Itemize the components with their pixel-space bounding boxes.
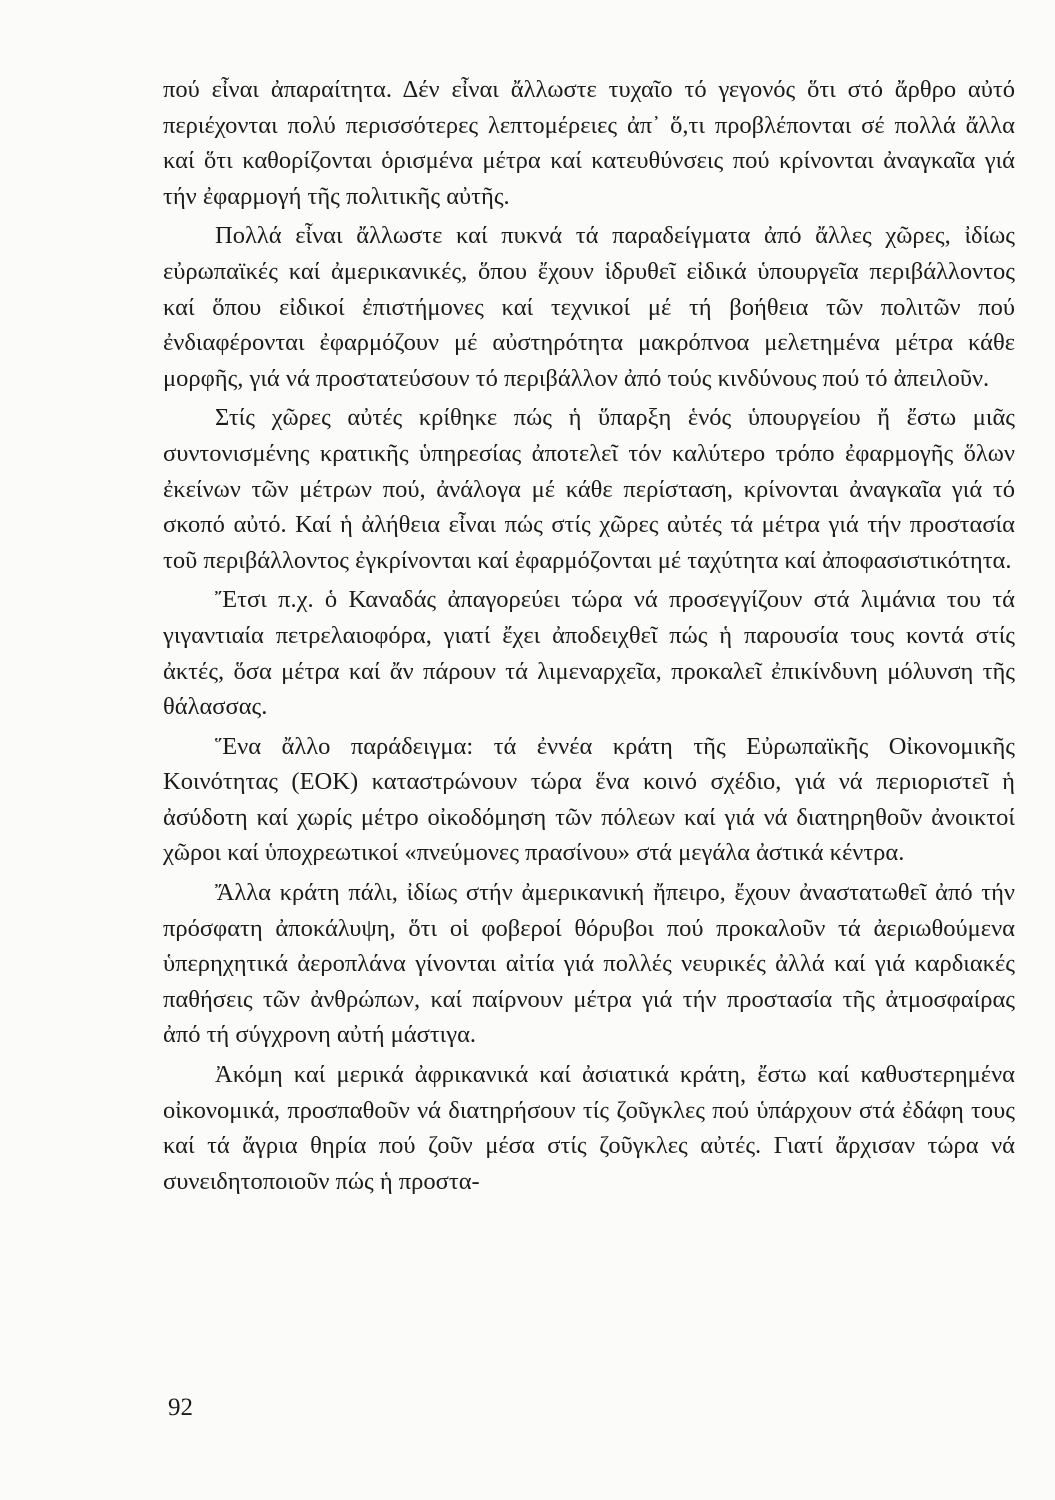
paragraph-1: πού εἶναι ἀπαραίτητα. Δέν εἶναι ἄλλωστε τυχαῖο τό γεγονός ὅτι στό ἄρθρο αὐτό περιέχονται πολύ περισσότερες λεπτομέρειες ἀπ᾿ ὅ,τι προβλέπονται σέ πολλά ἄλλα καί ὅτι καθορίζονται ὁρισμένα μέτρα καί κατευθύνσεις πού κρίνονται ἀναγκαῖα γιά τήν ἐφαρμογή τῆς πολιτικῆς αὐτῆς. <box>163 76 1015 210</box>
paragraph-2: Πολλά εἶναι ἄλλωστε καί πυκνά τά παραδείγματα ἀπό ἄλλες χῶρες, ἰδίως εὐρωπαϊκές καί ἀμερικανικές, ὅπου ἔχουν ἱδρυθεῖ εἰδικά ὑπουργεῖα περιβάλλοντος καί ὅπου εἰδικοί ἐπιστήμονες καί τεχνικοί μέ τή βοήθεια τῶν πολιτῶν πού ἐνδιαφέρονται ἐφαρμόζουν μέ αὐστηρότητα μακρόπνοα μελετημένα μέτρα κάθε μορφῆς, γιά νά προστατεύσουν τό περιβάλλον ἀπό τούς κινδύνους πού τό ἀπειλοῦν. <box>163 222 1015 392</box>
paragraph-5: Ἕνα ἄλλο παράδειγμα: τά ἐννέα κράτη τῆς Εὐρωπαϊκῆς Οἰκονομικῆς Κοινότητας (ΕΟΚ) καταστρώνουν τώρα ἕνα κοινό σχέδιο, γιά νά περιοριστεῖ ἡ ἀσύδοτη καί χωρίς μέτρο οἰκοδόμηση τῶν πόλεων καί γιά νά διατηρηθοῦν ἀνοικτοί χῶροι καί ὑποχρεωτικοί «πνεύμονες πρασίνου» στά μεγάλα ἀστικά κέντρα. <box>163 732 1015 867</box>
paragraph-6: Ἄλλα κράτη πάλι, ἰδίως στήν ἀμερικανική ἤπειρο, ἔχουν ἀναστατωθεῖ ἀπό τήν πρόσφατη ἀποκάλυψη, ὅτι οἱ φοβεροί θόρυβοι πού προκαλοῦν τά ἀεριωθούμενα ὑπερηχητικά ἀεροπλάνα γίνονται αἰτία γιά πολλές νευρικές ἀλλά καί γιά καρδιακές παθήσεις τῶν ἀνθρώπων, καί παίρνουν μέτρα γιά τήν προστασία τῆς ἀτμοσφαίρας ἀπό τή σύγχρονη αὐτή μάστιγα. <box>163 879 1015 1049</box>
paragraph-7: Ἀκόμη καί μερικά ἀφρικανικά καί ἀσιατικά κράτη, ἔστω καί καθυστερημένα οἰκονομικά, προσπαθοῦν νά διατηρήσουν τίς ζοῦγκλες πού ὑπάρχουν στά ἐδάφη τους καί τά ἄγρια θηρία πού ζοῦν μέσα στίς ζοῦγκλες αὐτές. Γιατί ἄρχισαν τώρα νά συνειδητοποιοῦν πώς ἡ προστα- <box>163 1061 1015 1195</box>
paragraph-3: Στίς χῶρες αὐτές κρίθηκε πώς ἡ ὕπαρξη ἑνός ὑπουργείου ἤ ἔστω μιᾶς συντονισμένης κρατικῆς ὑπηρεσίας ἀποτελεῖ τόν καλύτερο τρόπο ἐφαρμογῆς ὅλων ἐκείνων τῶν μέτρων πού, ἀνάλογα μέ κάθε περίσταση, κρίνονται ἀναγκαῖα γιά τό σκοπό αὐτό. Καί ἡ ἀλήθεια εἶναι πώς στίς χῶρες αὐτές τά μέτρα γιά τήν προστασία τοῦ περιβάλλοντος ἐγκρίνονται καί ἐφαρμόζονται μέ ταχύτητα καί ἀποφασιστικότητα. <box>163 404 1015 574</box>
page-number: 92 <box>168 1394 193 1421</box>
paragraph-4: Ἔτσι π.χ. ὁ Καναδάς ἀπαγορεύει τώρα νά προσεγγίζουν στά λιμάνια του τά γιγαντιαία πετρελαιοφόρα, γιατί ἔχει ἀποδειχθεῖ πώς ἡ παρουσία τους κοντά στίς ἀκτές, ὅσα μέτρα καί ἄν πάρουν τά λιμεναρχεῖα, προκαλεῖ ἐπικίνδυνη μόλυνση τῆς θάλασσας. <box>163 586 1015 721</box>
body-text <box>163 72 1015 1203</box>
